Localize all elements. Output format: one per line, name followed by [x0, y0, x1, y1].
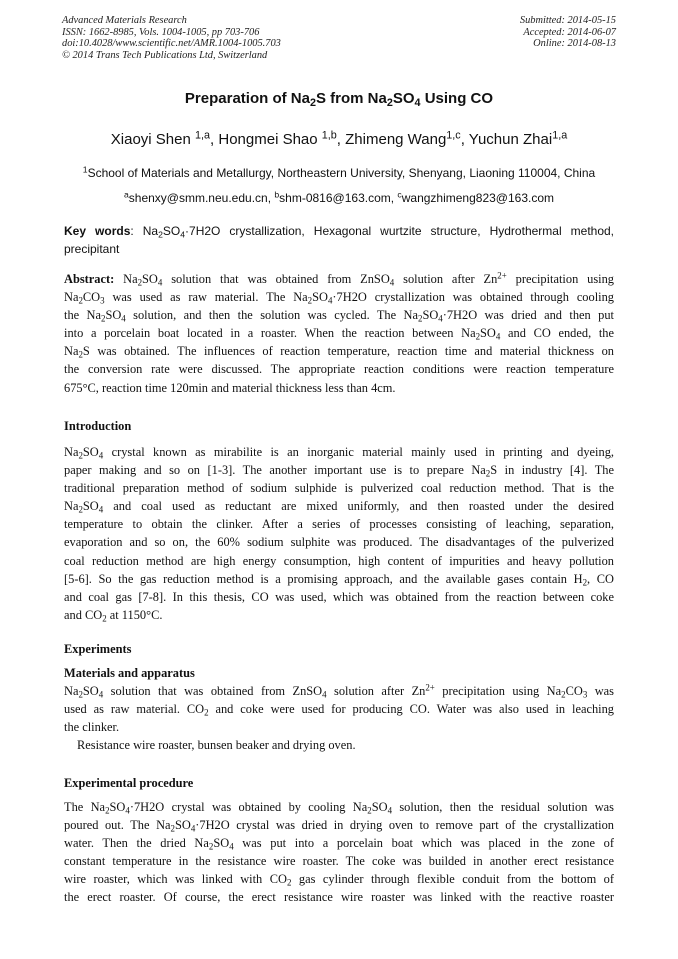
email-link[interactable]: shenxy@smm.neu.edu.cn: [128, 191, 268, 205]
date-accepted: Accepted: 2014-06-07: [523, 26, 616, 38]
materials-paragraph: $Na_2SO_4$ solution that was obtained from ZnSO$_4$ solution after $Zn^{2+}$ precipitation using $Na_2CO_3$ was used as raw material. $CO_2$ and coke were used for producing CO. Water was also used in leaching the clinker.: [64, 682, 614, 735]
author-emails: $^a$shenxy@smm.neu.edu.cn, $^b$shm-0816@163.com, $^c$wangzhimeng823@163.com: [123, 189, 555, 205]
section-heading-introduction: Introduction: [64, 419, 132, 433]
procedure-paragraph: The $Na_2SO_4\cdot 7H2O$ crystal was obtained by cooling $Na_2SO_4$ solution, then the residual solution was poured out. The $Na_2SO_4\cdot 7H2O$ crystal was dried in drying oven to remove part of the crystallization water. Then the dried $Na_2SO_4$ was put into a porcelain boat which was placed in the zone of constant temperature in the resistance wire roaster. The coke was builded in another erect resistance wire roaster, which was linked with $CO_2$ gas cylinder through flexible conduit from the bottom of the erect roaster. Of course, the erect resistance wire roaster was linked with the reactive roaster: [64, 800, 615, 905]
author-name: Zhimeng Wang: [345, 131, 447, 148]
paper-title: Preparation of $Na_2S$ from $Na_2SO_4$ Using CO: [184, 90, 494, 110]
author-list: Xiaoyi Shen $^{1,a}$, Hongmei Shao $^{1,b}$, Zhimeng Wang$^{1,c}$, Yuchun Zhai$^{1,a}$: [110, 129, 568, 148]
abstract-label: Abstract:: [64, 272, 115, 286]
author-name: Yuchun Zhai: [468, 131, 553, 148]
author-name: Xiaoyi Shen: [110, 131, 191, 148]
abstract: Abstract: $Na_2SO_4$ solution that was obtained from ZnSO$_4$ solution after $Zn^{2+}$ precipitation using $Na_2CO_3$ was used as raw material. The $Na_2SO_4\cdot 7H2O$ crystallization was obtained through cooling the $Na_2SO_4$ solution, and then the solution was cycled. The $Na_2SO_4\cdot 7H2O$ was dried and then put into a porcelain boat located in a roaster. When the reaction between $Na_2SO_4$ and CO ended, the $Na_2S$ was obtained. The influences of reaction temperature, reaction time and material thickness on the conversion rate were discussed. The appropriate reaction conditions were reaction temperature 675°C, reaction time 120min and material thickness less than 4cm.: [64, 270, 615, 395]
journal-info: [62, 15, 281, 61]
email-link[interactable]: shm-0816@163.com: [279, 191, 391, 205]
subsection-heading-procedure: Experimental procedure: [64, 776, 194, 790]
journal-name: Advanced Materials Research: [62, 15, 187, 26]
keywords: Key words: $Na_2SO_4\cdot 7H2O$ crystallization, Hexagonal wurtzite structure, Hydrothermal method, precipitant: [64, 224, 615, 256]
date-online: Online: 2014-08-13: [533, 38, 616, 50]
date-submitted: Submitted: 2014-05-15: [519, 15, 616, 26]
affiliation: $^1$School of Materials and Metallurgy, Northeastern University, Shenyang, Liaoning 110004, China: [82, 164, 596, 180]
email-link[interactable]: wangzhimeng823@163.com: [401, 191, 555, 205]
introduction-paragraph: $Na_2SO_4$ crystal known as mirabilite is an inorganic material mainly used in printing and dyeing, paper making and so on [1-3]. The another important use is to prepare $Na_2S$ in industry [4]. The traditional preparation method of sodium sulphide is pulverized coal reduction method. That is the $Na_2SO_4$ and coal used as reductant are mixed uniformly, and then roasted under the desired temperature to obtain the clinker. After a series of processes consisting of leaching, separation, evaporation and so on, the 60% sodium sulphite was produced. The disadvantages of the pulverized coal reduction method are high energy consumption, high content of impurities and heavy pollution [5-6]. So the gas reduction method is a promising approach, and the available gases contain $H_2$, CO and coal gas [7-8]. In this thesis, CO was used, which was obtained from the reaction between coke and $CO_2$ at 1150°C.: [64, 445, 614, 624]
author-name: Hongmei Shao: [218, 131, 318, 148]
journal-issn: ISSN: 1662-8985, Vols. 1004-1005, pp 703-706: [62, 26, 260, 38]
section-heading-experiments: Experiments: [64, 642, 132, 656]
publication-dates: [520, 15, 616, 50]
apparatus-paragraph: Resistance wire roaster, bunsen beaker and drying oven.: [77, 738, 356, 752]
keywords-label: Key words: [64, 224, 131, 238]
subsection-heading-materials: Materials and apparatus: [64, 666, 195, 680]
journal-copyright: © 2014 Trans Tech Publications Ltd, Switzerland: [62, 49, 268, 61]
journal-doi: doi:10.4028/www.scientific.net/AMR.1004-1005.703: [62, 38, 281, 50]
